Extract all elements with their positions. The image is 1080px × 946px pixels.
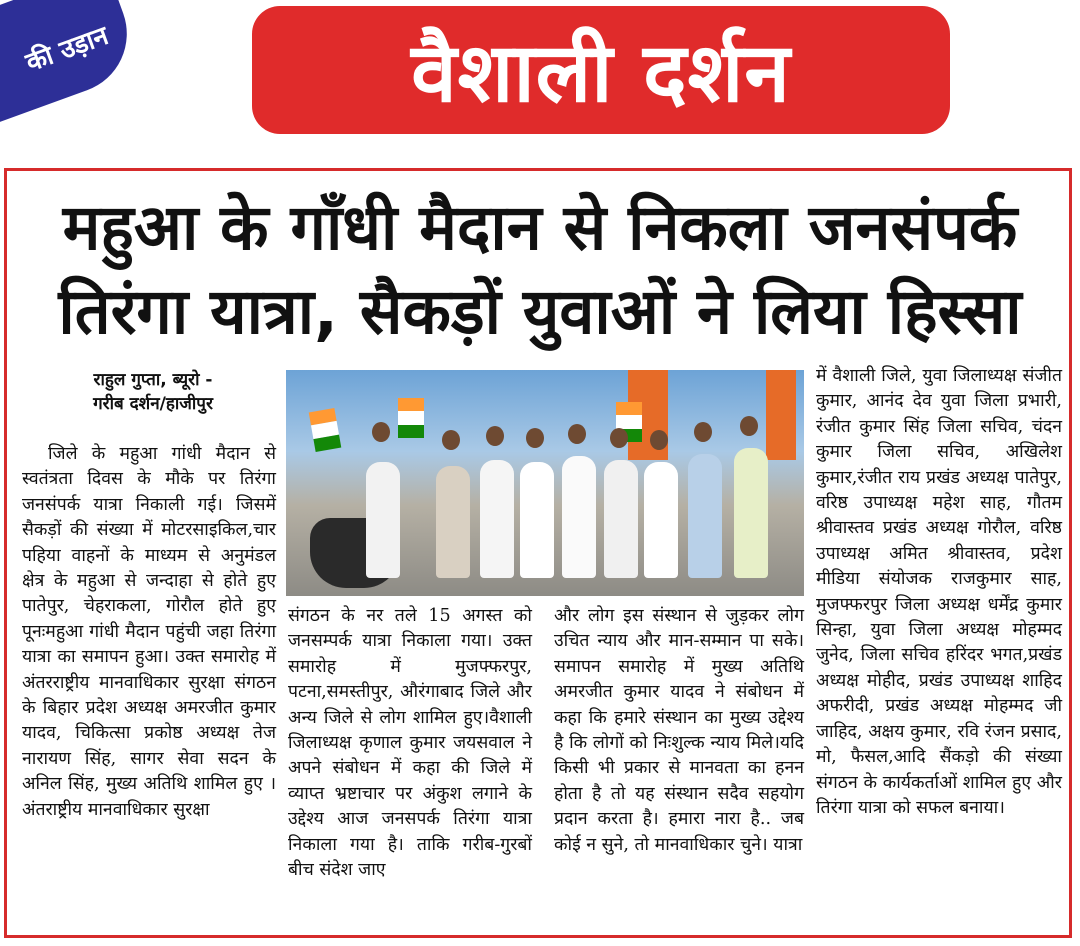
person-head [694, 422, 712, 442]
person [436, 466, 470, 578]
person-head [526, 428, 544, 448]
article-column-2 [288, 604, 532, 883]
person [688, 454, 722, 578]
orange-pillar [766, 370, 796, 460]
column-2-text: संगठन के नर तले 15 अगस्त को जनसम्पर्क यात्रा निकाला गया। उक्त समारोह में मुजफ्फरपुर, पटना,समस्तीपुर, औरंगाबाद जिले और अन्य जिले से लोग शामिल हुए।वैशाली जिलाध्यक्ष कृणाल कुमार जयसवाल ने अपने संबोधन में कहा की जिले में व्याप्त भ्रष्टाचार पर अंकुश लगाने के उद्देश्य आज जनसपर्क तिरंगा यात्रा निकाला गया है। ताकि गरीब-गुरबों बीच संदेश जाए [288, 606, 532, 881]
person-head [486, 426, 504, 446]
person-head [372, 422, 390, 442]
column-3-text: और लोग इस संस्थान से जुड़कर लोग उचित न्याय और मान-सम्मान पा सके। समापन समारोह में मुख्य अतिथि अमरजीत कुमार यादव ने संबोधन में कहा कि हमारे संस्थान का मुख्य उद्देश्य है कि लोगों को निःशुल्क न्याय मिले।यदि किसी भी प्रकार से मानवता का हनन होता है तो यह संस्थान सदैव सहयोग प्रदान करता है। हमारा नारा है.. जब कोई न सुने, तो मानवाधिकार चुने। यात्रा [554, 606, 804, 855]
event-photo [286, 370, 804, 596]
person [644, 462, 678, 578]
person [604, 460, 638, 578]
badge-text: की उड़ान [22, 20, 113, 79]
tricolor-flag-icon [309, 408, 342, 452]
byline-line-2: गरीब दर्शन/हाजीपुर [93, 394, 213, 414]
person [562, 456, 596, 578]
corner-badge [0, 0, 144, 128]
person [480, 460, 514, 578]
tricolor-flag-icon [398, 398, 424, 438]
article-column-3 [554, 604, 804, 858]
headline-line-2: तिरंगा यात्रा, सैकड़ों युवाओं ने लिया हिस्सा [58, 275, 1022, 348]
column-1-text: जिले के महुआ गांधी मैदान से स्वतंत्रता दिवस के मौके पर तिरंगा जनसंपर्क यात्रा निकाली गई। जिसमें सैकड़ों की संख्या में मोटरसाइकिल,चार पहिया वाहनों के माध्यम से अनुमंडल क्षेत्र के महुआ से जन्दाहा से होते हुए पातेपुर, चेहराकला, गोरौल होते हुए पूनःमहुआ गांधी मैदान पहुंची जहा तिरंगा यात्रा का समापन हुआ। उक्त समारोह में अंतरराष्ट्रीय मानवाधिकार सुरक्षा संगठन के बिहार प्रदेश अध्यक्ष अमरजीत कुमार यादव, चिकित्सा प्रकोष्ठ अध्यक्ष तेज नारायण सिंह, सागर सेवा सदन के अनिल सिंह, मुख्य अतिथि शामिल हुए ।अंतराष्ट्रीय मानवाधिकार सुरक्षा [22, 444, 276, 820]
column-4-text: में वैशाली जिले, युवा जिलाध्यक्ष संजीत कुमार, आनंद देव युवा जिला प्रभारी, रंजीत कुमार सिंह जिला सचिव, चंदन कुमार जिला सचिव, अखिलेश कुमार,रंजीत राय प्रखंड अध्यक्ष पातेपुर, वरिष्ठ उपाध्यक्ष महेश साह, गौतम श्रीवास्तव प्रखंड अध्यक्ष गोरौल, वरिष्ठ उपाध्यक्ष अमित श्रीवास्तव, प्रदेश मीडिया संयोजक राजकुमार साह, मुजफ्फरपुर जिला अध्यक्ष धर्मेंद्र कुमार सिन्हा, युवा जिला अध्यक्ष मोहम्मद जुनेद, जिला सचिव हरिंदर भगत,प्रखंड अध्यक्ष मोहीद, प्रखंड उपाध्यक्ष शाहिद अफरीदी, प्रखंड अध्यक्ष मोहम्मद जी जाहिद, अक्षय कुमार, रवि रंजन प्रसाद, मो, फैसल,आदि सैंकड़ो की संख्या संगठन के कार्यकर्ताओं शामिल हुए और तिरंगा यात्रा को सफल बनाया। [816, 366, 1062, 818]
person [734, 448, 768, 578]
person [520, 462, 554, 578]
person-head [442, 430, 460, 450]
person-head [568, 424, 586, 444]
article-headline [14, 186, 1066, 354]
article-column-4 [816, 364, 1062, 821]
person-head [650, 430, 668, 450]
masthead-title: वैशाली दर्शन [411, 26, 791, 121]
article-column-1 [22, 442, 276, 823]
byline-line-1: राहुल गुप्ता, ब्यूरो - [93, 370, 213, 390]
person-head [740, 416, 758, 436]
headline-line-1: महुआ के गाँधी मैदान से निकला जनसंपर्क [62, 191, 1018, 264]
person [366, 462, 400, 578]
byline [28, 368, 278, 416]
person-head [610, 428, 628, 448]
masthead [252, 6, 950, 134]
